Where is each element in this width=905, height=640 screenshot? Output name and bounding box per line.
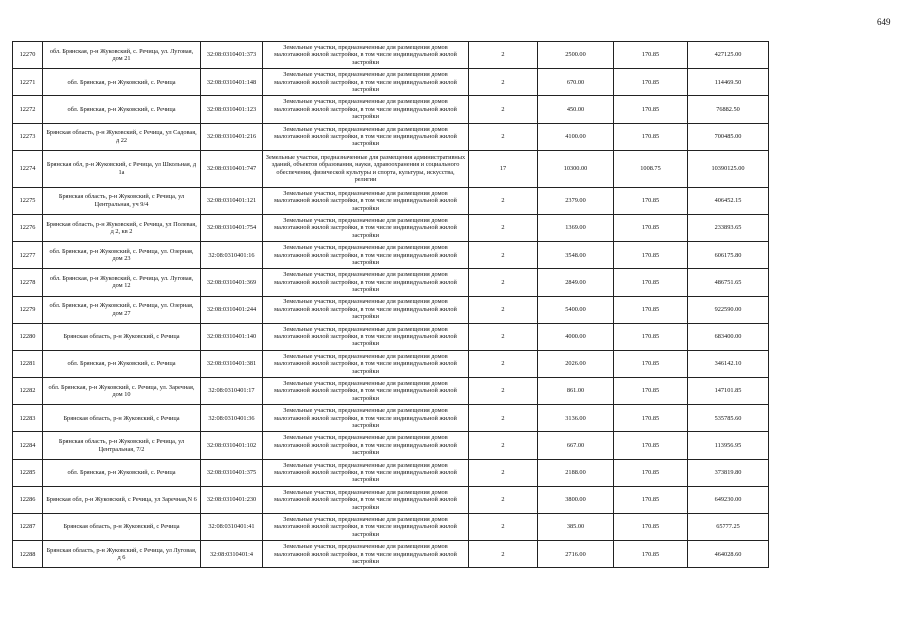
group-cell: 2 — [469, 350, 538, 377]
area-cell: 450.00 — [538, 96, 614, 123]
cadastral-number-cell: 32:08:0310401:123 — [201, 96, 263, 123]
table-row — [13, 514, 769, 541]
specific-value-cell: 1008.75 — [614, 150, 688, 187]
address-cell: Брянская обл, р-н Жуковский, с Речица, ул Заречная,N 6 — [43, 486, 201, 513]
specific-value-cell: 170.85 — [614, 486, 688, 513]
land-purpose-cell: Земельные участки, предназначенные для размещения домов малоэтажной жилой застройки, в том числе индивидуальной жилой застройки — [263, 123, 469, 150]
table-row — [13, 459, 769, 486]
row-number-cell: 12285 — [13, 459, 43, 486]
table-row — [13, 432, 769, 459]
address-cell: Брянская область, р-н Жуковский, с Речица — [43, 405, 201, 432]
cadastral-value-cell: 76882.50 — [688, 96, 769, 123]
row-number-cell: 12283 — [13, 405, 43, 432]
row-number-cell: 12273 — [13, 123, 43, 150]
land-purpose-cell: Земельные участки, предназначенные для размещения домов малоэтажной жилой застройки, в том числе индивидуальной жилой застройки — [263, 378, 469, 405]
area-cell: 1369.00 — [538, 214, 614, 241]
cadastral-value-cell: 683400.00 — [688, 323, 769, 350]
table-row — [13, 350, 769, 377]
group-cell: 2 — [469, 269, 538, 296]
cadastral-value-cell: 10390125.00 — [688, 150, 769, 187]
specific-value-cell: 170.85 — [614, 378, 688, 405]
area-cell: 2849.00 — [538, 269, 614, 296]
cadastral-value-cell: 65777.25 — [688, 514, 769, 541]
table-body — [13, 42, 769, 568]
address-cell: обл. Брянская, р-н Жуковский, с. Речица — [43, 96, 201, 123]
cadastral-value-cell: 113956.95 — [688, 432, 769, 459]
cadastral-number-cell: 32:08:0310401:41 — [201, 514, 263, 541]
group-cell: 2 — [469, 96, 538, 123]
table-row — [13, 378, 769, 405]
row-number-cell: 12277 — [13, 242, 43, 269]
group-cell: 2 — [469, 432, 538, 459]
address-cell: Брянская область, р-н Жуковский, с Речица — [43, 323, 201, 350]
area-cell: 670.00 — [538, 69, 614, 96]
address-cell: Брянская область, р-н Жуковский, с Речица, ул Луговая, д 6 — [43, 541, 201, 568]
group-cell: 2 — [469, 296, 538, 323]
table-row — [13, 150, 769, 187]
specific-value-cell: 170.85 — [614, 514, 688, 541]
area-cell: 861.00 — [538, 378, 614, 405]
land-purpose-cell: Земельные участки, предназначенные для размещения домов малоэтажной жилой застройки, в том числе индивидуальной жилой застройки — [263, 296, 469, 323]
group-cell: 17 — [469, 150, 538, 187]
cadastral-value-cell: 700485.00 — [688, 123, 769, 150]
land-purpose-cell: Земельные участки, предназначенные для размещения домов малоэтажной жилой застройки, в том числе индивидуальной жилой застройки — [263, 242, 469, 269]
area-cell: 2500.00 — [538, 42, 614, 69]
cadastral-number-cell: 32:08:0310401:375 — [201, 459, 263, 486]
cadastral-value-cell: 147101.85 — [688, 378, 769, 405]
area-cell: 2716.00 — [538, 541, 614, 568]
row-number-cell: 12286 — [13, 486, 43, 513]
cadastral-value-cell: 427125.00 — [688, 42, 769, 69]
cadastral-value-cell: 535785.60 — [688, 405, 769, 432]
cadastral-value-cell: 606175.80 — [688, 242, 769, 269]
row-number-cell: 12276 — [13, 214, 43, 241]
cadastral-number-cell: 32:08:0310401:17 — [201, 378, 263, 405]
specific-value-cell: 170.85 — [614, 350, 688, 377]
table-row — [13, 42, 769, 69]
area-cell: 667.00 — [538, 432, 614, 459]
row-number-cell: 12278 — [13, 269, 43, 296]
address-cell: Брянская область, р-н Жуковский, с Речица, ул Центральная, уч 9/4 — [43, 187, 201, 214]
cadastral-value-cell: 486751.65 — [688, 269, 769, 296]
table-row — [13, 187, 769, 214]
cadastral-table — [12, 41, 769, 568]
address-cell: обл. Брянская, р-н Жуковский, с. Речица — [43, 459, 201, 486]
cadastral-number-cell: 32:08:0310401:102 — [201, 432, 263, 459]
land-purpose-cell: Земельные участки, предназначенные для размещения домов малоэтажной жилой застройки, в том числе индивидуальной жилой застройки — [263, 69, 469, 96]
specific-value-cell: 170.85 — [614, 323, 688, 350]
specific-value-cell: 170.85 — [614, 42, 688, 69]
row-number-cell: 12284 — [13, 432, 43, 459]
area-cell: 2026.00 — [538, 350, 614, 377]
table-row — [13, 123, 769, 150]
table-row — [13, 69, 769, 96]
cadastral-value-cell: 464028.60 — [688, 541, 769, 568]
cadastral-number-cell: 32:08:0310401:36 — [201, 405, 263, 432]
cadastral-value-cell: 373819.80 — [688, 459, 769, 486]
group-cell: 2 — [469, 69, 538, 96]
land-purpose-cell: Земельные участки, предназначенные для размещения домов малоэтажной жилой застройки, в том числе индивидуальной жилой застройки — [263, 187, 469, 214]
area-cell: 3800.00 — [538, 486, 614, 513]
land-purpose-cell: Земельные участки, предназначенные для размещения домов малоэтажной жилой застройки, в том числе индивидуальной жилой застройки — [263, 486, 469, 513]
cadastral-number-cell: 32:08:0310401:244 — [201, 296, 263, 323]
specific-value-cell: 170.85 — [614, 242, 688, 269]
group-cell: 2 — [469, 405, 538, 432]
area-cell: 10300.00 — [538, 150, 614, 187]
group-cell: 2 — [469, 486, 538, 513]
land-purpose-cell: Земельные участки, предназначенные для размещения домов малоэтажной жилой застройки, в том числе индивидуальной жилой застройки — [263, 541, 469, 568]
area-cell: 3548.00 — [538, 242, 614, 269]
land-purpose-cell: Земельные участки, предназначенные для размещения домов малоэтажной жилой застройки, в том числе индивидуальной жилой застройки — [263, 459, 469, 486]
group-cell: 2 — [469, 541, 538, 568]
cadastral-number-cell: 32:08:0310401:747 — [201, 150, 263, 187]
cadastral-number-cell: 32:08:0310401:216 — [201, 123, 263, 150]
address-cell: обл. Брянская, р-н Жуковский, с. Речица, ул. Озерная, дом 23 — [43, 242, 201, 269]
address-cell: обл. Брянская, р-н Жуковский, с. Речица, ул. Заречная, дом 10 — [43, 378, 201, 405]
area-cell: 2379.00 — [538, 187, 614, 214]
cadastral-value-cell: 233893.65 — [688, 214, 769, 241]
specific-value-cell: 170.85 — [614, 432, 688, 459]
row-number-cell: 12281 — [13, 350, 43, 377]
land-purpose-cell: Земельные участки, предназначенные для размещения домов малоэтажной жилой застройки, в том числе индивидуальной жилой застройки — [263, 405, 469, 432]
table-row — [13, 323, 769, 350]
land-purpose-cell: Земельные участки, предназначенные для размещения домов малоэтажной жилой застройки, в том числе индивидуальной жилой застройки — [263, 432, 469, 459]
specific-value-cell: 170.85 — [614, 296, 688, 323]
area-cell: 2188.00 — [538, 459, 614, 486]
group-cell: 2 — [469, 378, 538, 405]
land-purpose-cell: Земельные участки, предназначенные для размещения домов малоэтажной жилой застройки, в том числе индивидуальной жилой застройки — [263, 323, 469, 350]
table-row — [13, 486, 769, 513]
cadastral-number-cell: 32:08:0310401:230 — [201, 486, 263, 513]
land-purpose-cell: Земельные участки, предназначенные для размещения административных зданий, объектов образования, науки, здравоохранения и социального обеспечения, физической культуры и спорта, культуры, искусства, религии — [263, 150, 469, 187]
land-purpose-cell: Земельные участки, предназначенные для размещения домов малоэтажной жилой застройки, в том числе индивидуальной жилой застройки — [263, 350, 469, 377]
specific-value-cell: 170.85 — [614, 123, 688, 150]
cadastral-number-cell: 32:08:0310401:148 — [201, 69, 263, 96]
area-cell: 3136.00 — [538, 405, 614, 432]
table-row — [13, 405, 769, 432]
table-row — [13, 96, 769, 123]
group-cell: 2 — [469, 242, 538, 269]
cadastral-number-cell: 32:08:0310401:754 — [201, 214, 263, 241]
cadastral-number-cell: 32:08:0310401:140 — [201, 323, 263, 350]
area-cell: 5400.00 — [538, 296, 614, 323]
address-cell: Брянская область, р-н Жуковский, с Речица, ул Садовая, д 22 — [43, 123, 201, 150]
row-number-cell: 12270 — [13, 42, 43, 69]
specific-value-cell: 170.85 — [614, 405, 688, 432]
cadastral-number-cell: 32:08:0310401:121 — [201, 187, 263, 214]
specific-value-cell: 170.85 — [614, 541, 688, 568]
land-purpose-cell: Земельные участки, предназначенные для размещения домов малоэтажной жилой застройки, в том числе индивидуальной жилой застройки — [263, 42, 469, 69]
area-cell: 4100.00 — [538, 123, 614, 150]
row-number-cell: 12287 — [13, 514, 43, 541]
specific-value-cell: 170.85 — [614, 269, 688, 296]
group-cell: 2 — [469, 323, 538, 350]
table-row — [13, 541, 769, 568]
cadastral-number-cell: 32:08:0310401:4 — [201, 541, 263, 568]
address-cell: обл. Брянская, р-н Жуковский, с. Речица, ул. Луговая, дом 12 — [43, 269, 201, 296]
land-purpose-cell: Земельные участки, предназначенные для размещения домов малоэтажной жилой застройки, в том числе индивидуальной жилой застройки — [263, 269, 469, 296]
group-cell: 2 — [469, 214, 538, 241]
group-cell: 2 — [469, 123, 538, 150]
cadastral-number-cell: 32:08:0310401:381 — [201, 350, 263, 377]
land-purpose-cell: Земельные участки, предназначенные для размещения домов малоэтажной жилой застройки, в том числе индивидуальной жилой застройки — [263, 96, 469, 123]
cadastral-value-cell: 649230.00 — [688, 486, 769, 513]
group-cell: 2 — [469, 42, 538, 69]
land-purpose-cell: Земельные участки, предназначенные для размещения домов малоэтажной жилой застройки, в том числе индивидуальной жилой застройки — [263, 514, 469, 541]
row-number-cell: 12279 — [13, 296, 43, 323]
row-number-cell: 12282 — [13, 378, 43, 405]
address-cell: обл. Брянская, р-н Жуковский, с. Речица — [43, 350, 201, 377]
cadastral-number-cell: 32:08:0310401:369 — [201, 269, 263, 296]
specific-value-cell: 170.85 — [614, 187, 688, 214]
table-row — [13, 269, 769, 296]
land-purpose-cell: Земельные участки, предназначенные для размещения домов малоэтажной жилой застройки, в том числе индивидуальной жилой застройки — [263, 214, 469, 241]
cadastral-value-cell: 406452.15 — [688, 187, 769, 214]
row-number-cell: 12280 — [13, 323, 43, 350]
cadastral-value-cell: 346142.10 — [688, 350, 769, 377]
group-cell: 2 — [469, 514, 538, 541]
address-cell: Брянская область, р-н Жуковский, с Речица, ул Полевая, д 2, кв 2 — [43, 214, 201, 241]
table-row — [13, 296, 769, 323]
table-row — [13, 214, 769, 241]
specific-value-cell: 170.85 — [614, 69, 688, 96]
cadastral-number-cell: 32:08:0310401:16 — [201, 242, 263, 269]
row-number-cell: 12271 — [13, 69, 43, 96]
cadastral-value-cell: 922590.00 — [688, 296, 769, 323]
address-cell: Брянская область, р-н Жуковский, с Речица, ул Центральная, 7/2 — [43, 432, 201, 459]
area-cell: 4000.00 — [538, 323, 614, 350]
cadastral-value-cell: 114469.50 — [688, 69, 769, 96]
row-number-cell: 12288 — [13, 541, 43, 568]
page-number: 649 — [877, 17, 891, 27]
address-cell: Брянская обл, р-н Жуковский, с Речица, ул Школьная, д 1а — [43, 150, 201, 187]
row-number-cell: 12274 — [13, 150, 43, 187]
address-cell: Брянская область, р-н Жуковский, с Речица — [43, 514, 201, 541]
group-cell: 2 — [469, 187, 538, 214]
specific-value-cell: 170.85 — [614, 214, 688, 241]
address-cell: обл. Брянская, р-н Жуковский, с. Речица, ул. Луговая, дом 21 — [43, 42, 201, 69]
cadastral-number-cell: 32:08:0310401:373 — [201, 42, 263, 69]
specific-value-cell: 170.85 — [614, 96, 688, 123]
table-row — [13, 242, 769, 269]
address-cell: обл. Брянская, р-н Жуковский, с. Речица, ул. Озерная, дом 27 — [43, 296, 201, 323]
area-cell: 385.00 — [538, 514, 614, 541]
specific-value-cell: 170.85 — [614, 459, 688, 486]
address-cell: обл. Брянская, р-н Жуковский, с. Речица — [43, 69, 201, 96]
row-number-cell: 12275 — [13, 187, 43, 214]
group-cell: 2 — [469, 459, 538, 486]
row-number-cell: 12272 — [13, 96, 43, 123]
